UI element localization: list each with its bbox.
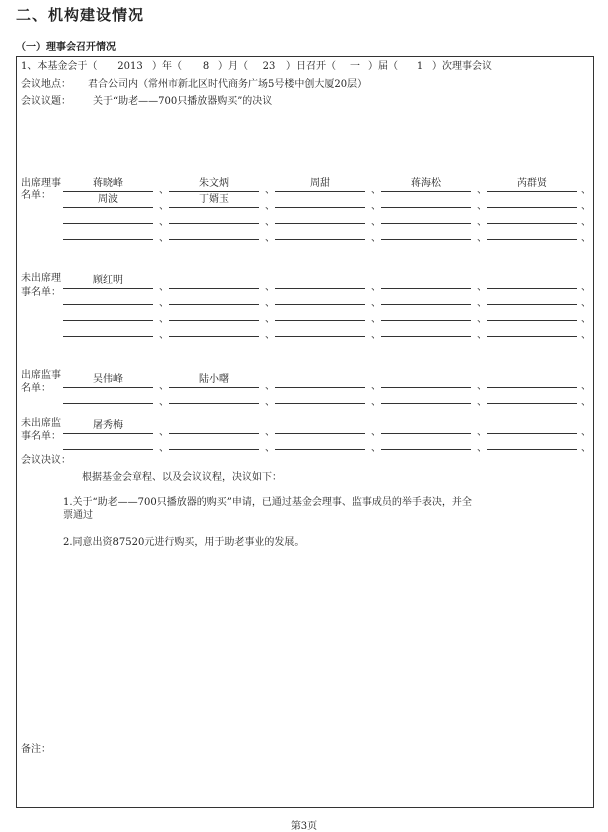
location-value: 君合公司内（常州市新北区时代商务广场5号楼中创大厦20层） — [88, 79, 368, 90]
name-row — [63, 322, 593, 341]
name-field — [487, 373, 577, 388]
list-separator: 、 — [371, 298, 381, 309]
resolution-intro: 根据基金会章程、以及会议议程，决议如下： — [82, 472, 282, 483]
list-separator: 、 — [265, 314, 275, 325]
list-separator: 、 — [581, 298, 591, 309]
list-separator: 、 — [477, 314, 487, 325]
meeting-session: 一 — [350, 61, 360, 72]
list-separator: 、 — [371, 381, 381, 392]
directors-present-label-2: 名单： — [21, 190, 51, 201]
meeting-number: 1 — [416, 61, 424, 72]
list-separator: 、 — [477, 233, 487, 244]
name-field — [169, 209, 259, 224]
list-separator: 、 — [581, 443, 591, 454]
list-separator: 、 — [159, 381, 169, 392]
name-field — [487, 209, 577, 224]
list-separator: 、 — [371, 443, 381, 454]
name-field — [275, 306, 365, 321]
name-field — [487, 274, 577, 289]
resolution-item-2: 2.同意出资87520元进行购买，用于助老事业的发展。 — [63, 537, 305, 548]
list-separator: 、 — [265, 233, 275, 244]
session-suffix: ）届（ — [368, 61, 398, 72]
name-field: 周波 — [63, 193, 153, 208]
name-field — [381, 225, 471, 240]
list-separator: 、 — [371, 397, 381, 408]
list-separator: 、 — [371, 233, 381, 244]
resolution-item-1-line-1: 1.关于“助老——700只播放器的购买”申请，已通过基金会理事、监事成员的举手表决，并全 — [63, 497, 472, 508]
name-row — [63, 290, 593, 309]
name-field — [487, 306, 577, 321]
name-field — [487, 389, 577, 404]
list-separator: 、 — [159, 330, 169, 341]
list-separator: 、 — [265, 201, 275, 212]
list-separator: 、 — [581, 282, 591, 293]
meeting-year: 2013 — [117, 61, 143, 72]
name-field: 陆小曙 — [169, 373, 259, 388]
name-field — [63, 306, 153, 321]
name-field — [275, 435, 365, 450]
name-field — [487, 419, 577, 434]
supervisors-present-label-2: 名单： — [21, 383, 51, 394]
name-field — [381, 389, 471, 404]
list-separator: 、 — [159, 201, 169, 212]
list-separator: 、 — [477, 298, 487, 309]
day-suffix: ）日召开（ — [286, 61, 336, 72]
list-separator: 、 — [159, 314, 169, 325]
resolution-item-1-line-2: 票通过 — [63, 510, 93, 521]
list-separator: 、 — [477, 282, 487, 293]
list-separator: 、 — [265, 381, 275, 392]
list-separator: 、 — [477, 381, 487, 392]
name-field — [381, 290, 471, 305]
list-separator: 、 — [581, 185, 591, 196]
list-separator: 、 — [159, 427, 169, 438]
date-prefix: 1、本基金会于（ — [21, 61, 98, 72]
name-row — [63, 373, 593, 392]
list-separator: 、 — [371, 314, 381, 325]
list-separator: 、 — [159, 397, 169, 408]
supervisors-absent-label-1: 未出席监 — [21, 418, 61, 429]
list-separator: 、 — [581, 397, 591, 408]
name-field — [169, 322, 259, 337]
name-field: 芮群贤 — [487, 177, 577, 192]
list-separator: 、 — [477, 427, 487, 438]
list-separator: 、 — [581, 330, 591, 341]
list-separator: 、 — [371, 282, 381, 293]
name-field — [381, 435, 471, 450]
list-separator: 、 — [159, 185, 169, 196]
name-field — [169, 306, 259, 321]
name-field — [63, 389, 153, 404]
name-field — [275, 225, 365, 240]
list-separator: 、 — [265, 282, 275, 293]
list-separator: 、 — [581, 233, 591, 244]
name-field: 屠秀梅 — [63, 419, 153, 434]
name-row — [63, 177, 593, 196]
name-field — [169, 225, 259, 240]
list-separator: 、 — [581, 381, 591, 392]
list-separator: 、 — [477, 201, 487, 212]
list-separator: 、 — [371, 217, 381, 228]
list-separator: 、 — [581, 217, 591, 228]
name-field: 朱文炳 — [169, 177, 259, 192]
name-row — [63, 389, 593, 408]
list-separator: 、 — [265, 427, 275, 438]
remarks-label: 备注： — [21, 744, 51, 755]
name-field — [275, 419, 365, 434]
list-separator: 、 — [477, 397, 487, 408]
list-separator: 、 — [371, 201, 381, 212]
list-separator: 、 — [159, 298, 169, 309]
month-suffix: ）月（ — [218, 61, 248, 72]
name-field — [169, 290, 259, 305]
name-field — [381, 193, 471, 208]
list-separator: 、 — [581, 427, 591, 438]
name-field — [275, 209, 365, 224]
name-row — [63, 419, 593, 438]
name-field — [381, 419, 471, 434]
name-field — [381, 274, 471, 289]
name-field — [275, 290, 365, 305]
list-separator: 、 — [265, 443, 275, 454]
directors-absent-label-1: 未出席理 — [21, 273, 61, 284]
name-field — [169, 389, 259, 404]
list-separator: 、 — [159, 443, 169, 454]
name-field — [63, 322, 153, 337]
list-separator: 、 — [159, 233, 169, 244]
name-field — [63, 290, 153, 305]
name-row — [63, 435, 593, 454]
list-separator: 、 — [265, 185, 275, 196]
name-field — [63, 209, 153, 224]
location-label: 会议地点： — [21, 79, 71, 90]
name-field — [63, 225, 153, 240]
name-row — [63, 225, 593, 244]
name-field — [275, 274, 365, 289]
number-suffix: ）次理事会议 — [432, 61, 492, 72]
topic-label: 会议议题： — [21, 96, 71, 107]
list-separator: 、 — [371, 330, 381, 341]
name-field: 顾红明 — [63, 274, 153, 289]
directors-absent-label-2: 事名单： — [21, 287, 61, 298]
list-separator: 、 — [581, 314, 591, 325]
name-field — [487, 322, 577, 337]
name-row — [63, 306, 593, 325]
name-field — [275, 373, 365, 388]
name-field — [275, 193, 365, 208]
name-field — [381, 373, 471, 388]
name-field — [169, 419, 259, 434]
list-separator: 、 — [477, 185, 487, 196]
name-field — [275, 389, 365, 404]
name-row — [63, 274, 593, 293]
name-field — [487, 193, 577, 208]
page-number: 第3页 — [290, 821, 318, 832]
subsection-title: （一）理事会召开情况 — [16, 42, 116, 53]
list-separator: 、 — [581, 201, 591, 212]
name-field — [381, 209, 471, 224]
meeting-day: 23 — [262, 61, 276, 72]
supervisors-present-label-1: 出席监事 — [21, 370, 61, 381]
directors-present-label-1: 出席理事 — [21, 178, 61, 189]
supervisors-absent-label-2: 事名单： — [21, 431, 61, 442]
topic-value: 关于“助老——700只播放器购买”的决议 — [93, 96, 273, 107]
list-separator: 、 — [265, 330, 275, 341]
name-field: 蒋晓峰 — [63, 177, 153, 192]
resolution-label: 会议决议： — [21, 455, 71, 466]
name-field: 周甜 — [275, 177, 365, 192]
name-row — [63, 193, 593, 212]
list-separator: 、 — [371, 427, 381, 438]
name-field — [381, 322, 471, 337]
section-title: 二、机构建设情况 — [16, 6, 145, 24]
list-separator: 、 — [371, 185, 381, 196]
list-separator: 、 — [477, 217, 487, 228]
name-field — [63, 435, 153, 450]
name-field: 蒋海松 — [381, 177, 471, 192]
year-suffix: ）年（ — [152, 61, 182, 72]
name-field: 丁婿玉 — [169, 193, 259, 208]
name-field — [169, 435, 259, 450]
name-field — [169, 274, 259, 289]
list-separator: 、 — [159, 217, 169, 228]
name-field — [487, 435, 577, 450]
name-field — [381, 306, 471, 321]
list-separator: 、 — [477, 330, 487, 341]
name-field: 吴伟峰 — [63, 373, 153, 388]
list-separator: 、 — [477, 443, 487, 454]
list-separator: 、 — [265, 397, 275, 408]
name-field — [487, 290, 577, 305]
name-row — [63, 209, 593, 228]
name-field — [275, 322, 365, 337]
meeting-month: 8 — [202, 61, 210, 72]
list-separator: 、 — [265, 217, 275, 228]
name-field — [487, 225, 577, 240]
list-separator: 、 — [265, 298, 275, 309]
list-separator: 、 — [159, 282, 169, 293]
